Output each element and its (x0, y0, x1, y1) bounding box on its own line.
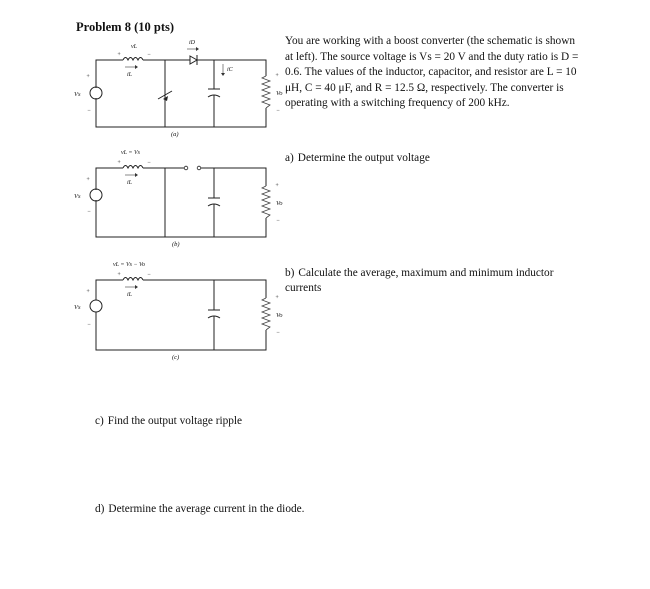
diode-icon (185, 55, 199, 65)
inductor-icon (123, 166, 143, 169)
circuit-b (74, 150, 283, 248)
circuit-c-vs: Vs (74, 304, 81, 311)
question-c-label: c) (95, 415, 104, 427)
resistor-icon (262, 186, 270, 218)
svg-text:−: − (276, 218, 281, 224)
resistor-icon (262, 76, 270, 108)
svg-text:−: − (87, 322, 92, 328)
voltage-source-icon (90, 300, 102, 312)
circuit-c-vo: Vo (276, 312, 283, 319)
circuit-a-vo: Vo (276, 90, 283, 97)
svg-text:+: + (86, 177, 91, 183)
circuit-a-il: iL (127, 72, 133, 78)
circuit-c (74, 262, 283, 361)
inductor-icon (123, 58, 143, 61)
question-d-text: Determine the average current in the diode. (108, 503, 305, 515)
circuit-b-caption: (b) (172, 241, 180, 248)
svg-text:−: − (147, 52, 152, 58)
svg-text:+: + (275, 73, 280, 79)
svg-text:−: − (87, 108, 92, 114)
resistor-icon (262, 298, 270, 330)
circuit-a-id: iD (189, 40, 195, 46)
svg-text:+: + (117, 272, 122, 278)
circuit-a-vl: vL (131, 44, 137, 50)
question-a-label: a) (285, 152, 294, 164)
svg-text:−: − (147, 160, 152, 166)
circuit-a-vs: Vs (74, 91, 81, 98)
question-b-text: Calculate the average, maximum and minimum inductor currents (285, 267, 554, 294)
svg-text:+: + (117, 160, 122, 166)
svg-text:+: + (275, 295, 280, 301)
voltage-source-icon (90, 87, 102, 99)
circuit-a (74, 40, 283, 138)
inductor-icon (123, 278, 143, 281)
question-d-label: d) (95, 503, 105, 515)
problem-statement: You are working with a boost converter (the schematic is shown at left). The source voltage is Vs = 20 V and the duty ratio is D = 0.6. The values of the inductor, capacitor, and resistor are L = 10 μH, C = 40 μF, and R = 12.5 Ω, respectively. The converter is operating with a switching frequency of 200 kHz. (285, 35, 579, 109)
svg-text:+: + (117, 52, 122, 58)
svg-text:+: + (86, 74, 91, 80)
svg-text:−: − (276, 330, 281, 336)
question-c-text: Find the output voltage ripple (107, 415, 243, 427)
switch-icon (158, 84, 172, 106)
circuit-b-vo: Vo (276, 200, 283, 207)
svg-text:−: − (147, 272, 152, 278)
circuit-c-il: iL (127, 292, 133, 298)
svg-text:+: + (86, 289, 91, 295)
circuit-a-caption: (a) (171, 131, 179, 138)
svg-text:+: + (275, 183, 280, 189)
circuit-b-il: iL (127, 180, 133, 186)
question-b-label: b) (285, 267, 295, 279)
voltage-source-icon (90, 189, 102, 201)
svg-text:−: − (276, 108, 281, 114)
circuit-b-vl: vL = Vs (121, 150, 140, 156)
circuit-c-vl: vL = Vs − Vo (113, 262, 145, 268)
circuit-a-ic: iC (227, 67, 233, 73)
question-a-text: Determine the output voltage (297, 152, 430, 164)
circuit-c-caption: (c) (172, 354, 180, 361)
problem-title: Problem 8 (10 pts) (76, 20, 175, 34)
svg-text:−: − (87, 209, 92, 215)
circuit-b-vs: Vs (74, 193, 81, 200)
